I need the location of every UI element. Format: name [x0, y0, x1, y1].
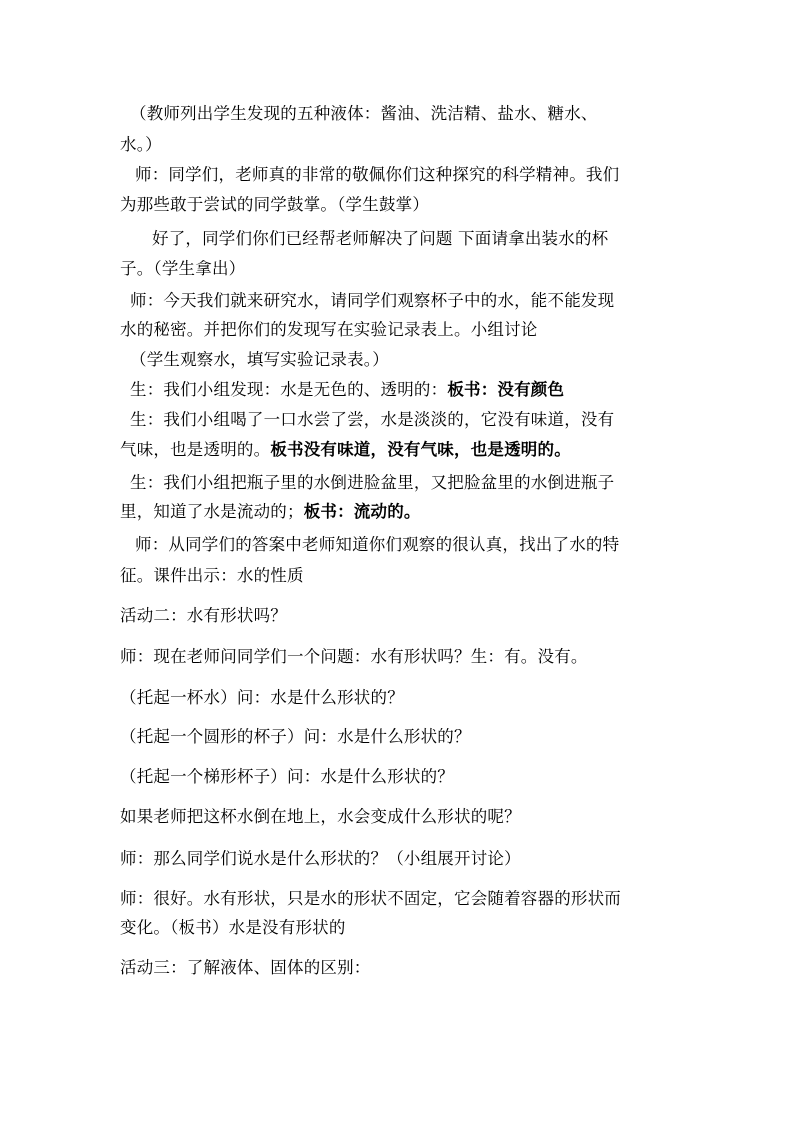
text-line	[120, 727, 471, 747]
text-line	[135, 165, 619, 185]
text-segment: 好了，同学们你们已经帮老师解决了问题 下面请拿出装水的杯	[152, 229, 609, 248]
text-line	[130, 350, 389, 370]
text-line	[120, 259, 245, 279]
text-segment: （教师列出学生发现的五种液体：酱油、洗洁精、盐水、糖水、	[130, 104, 598, 123]
board-note: 板书没有味道，没有气味，也是透明的。	[270, 440, 571, 459]
text-segment: 活动二：水有形状吗？	[120, 606, 287, 625]
text-segment: 生：我们小组喝了一口水尝了尝，水是淡淡的，它没有味道，没有	[130, 410, 615, 429]
text-segment: 变化。（板书）水是没有形状的	[120, 918, 346, 937]
text-line	[130, 473, 614, 493]
text-segment: 师：现在老师问同学们一个问题：水有形状吗？生：有。没有。	[120, 647, 588, 666]
board-note: 板书：流动的。	[303, 502, 421, 521]
text-segment: 里，知道了水是流动的；	[120, 502, 304, 521]
text-line	[120, 647, 588, 667]
section-heading	[120, 606, 287, 626]
text-segment: 师：很好。水有形状，只是水的形状不固定，它会随着容器的形状而	[120, 889, 621, 908]
text-segment: 征。课件出示：水的性质	[120, 566, 304, 585]
text-line	[120, 502, 421, 522]
text-segment: 气味，也是透明的。	[120, 440, 271, 459]
text-line	[120, 320, 538, 340]
text-segment: （托起一杯水）问：水是什么形状的？	[120, 688, 404, 707]
text-segment: 师：同学们，老师真的非常的敬佩你们这种探究的科学精神。我们	[135, 165, 620, 184]
board-note: 板书：没有颜色	[447, 380, 565, 399]
text-segment: （托起一个梯形杯子）问：水是什么形状的？	[120, 767, 454, 786]
text-segment: （托起一个圆形的杯子）问：水是什么形状的？	[120, 727, 471, 746]
text-line	[152, 229, 608, 249]
text-segment: 为那些敢于尝试的同学鼓掌。（学生鼓掌）	[120, 195, 430, 214]
text-line	[120, 440, 571, 460]
text-segment: 生：我们小组把瓶子里的水倒进脸盆里，又把脸盆里的水倒进瓶子	[130, 473, 615, 492]
text-line	[120, 918, 346, 938]
text-line	[135, 535, 619, 555]
text-line	[120, 807, 521, 827]
text-segment: （学生观察水，填写实验记录表。）	[130, 350, 389, 369]
text-line	[120, 566, 304, 586]
text-line	[130, 104, 598, 124]
text-line	[120, 767, 454, 787]
text-line	[120, 849, 521, 869]
text-segment: 水的秘密。并把你们的发现写在实验记录表上。小组讨论	[120, 320, 538, 339]
text-line	[120, 135, 162, 155]
text-line	[130, 410, 614, 430]
text-segment: 师：今天我们就来研究水，请同学们观察杯子中的水，能不能发现	[130, 291, 615, 310]
text-segment: 如果老师把这杯水倒在地上，水会变成什么形状的呢？	[120, 807, 521, 826]
section-heading	[120, 958, 371, 978]
text-line	[120, 195, 429, 215]
text-line	[130, 380, 564, 400]
text-segment: 师：从同学们的答案中老师知道你们观察的很认真，找出了水的特	[135, 535, 620, 554]
text-segment: 活动三：了解液体、固体的区别：	[120, 958, 371, 977]
text-line	[120, 889, 621, 909]
text-line	[130, 291, 614, 311]
text-segment: 生：我们小组发现：水是无色的、透明的：	[130, 380, 448, 399]
text-segment: 水。）	[120, 135, 162, 154]
text-segment: 师：那么同学们说水是什么形状的？（小组展开讨论）	[120, 849, 521, 868]
text-line	[120, 688, 404, 708]
text-segment: 子。（学生拿出）	[120, 259, 246, 278]
